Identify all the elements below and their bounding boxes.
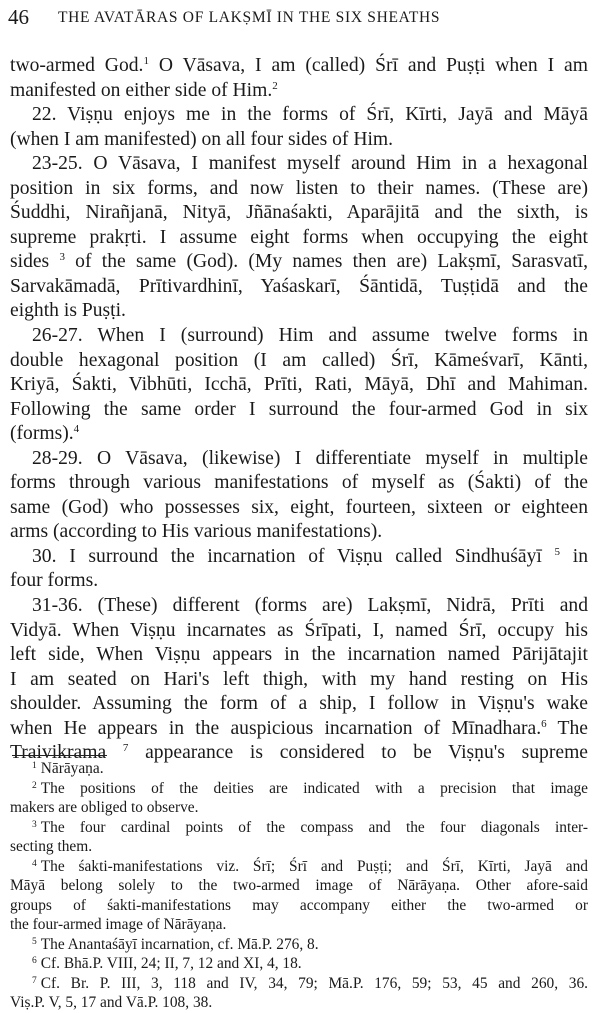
- body-line-text: 23-25. O Vāsava, I manifest myself around Him in a hexagonal: [32, 153, 588, 175]
- body-line: [10, 201, 588, 226]
- footnote-text: The śakti-manifestations viz. Śrī; Śrī and Puṣṭi; and Śrī, Kīrti, Jayā and: [40, 857, 588, 875]
- body-line: [10, 299, 588, 324]
- body-line-text: 28-29. O Vāsava, (likewise) I differentiate myself in multiple: [32, 447, 588, 469]
- footnote-text: Nārāyaṇa.: [40, 760, 104, 777]
- body-line: [10, 496, 588, 521]
- footnote-line: [10, 915, 588, 935]
- footnote-line: [10, 974, 588, 994]
- body-line: [10, 103, 588, 128]
- body-line: [10, 422, 588, 447]
- footnote-number: 2: [32, 780, 37, 791]
- footnote-text: groups of śakti-manifestations may accompany either the two-armed or: [10, 896, 588, 914]
- body-line: [10, 177, 588, 202]
- footnote-text: secting them.: [10, 838, 93, 855]
- footnote-reference: 2: [272, 79, 278, 92]
- body-line: [10, 594, 588, 619]
- footnote-line: [10, 935, 588, 955]
- footnote-line: [10, 759, 588, 779]
- body-line: [10, 545, 588, 570]
- body-line-text: Śuddhi, Nirañjanā, Nityā, Jñānaśakti, Aparājitā and the sixth, is: [10, 202, 588, 224]
- body-line: [10, 643, 588, 668]
- body-line-text: four forms.: [10, 570, 99, 592]
- body-line-text: when He appears in the auspicious incarnation of Mīnadhara.: [10, 717, 542, 739]
- body-line-text: Kriyā, Śakti, Vibhūti, Icchā, Prīti, Rati, Māyā, Dhī and Mahiman.: [10, 374, 588, 396]
- body-line-text: 31-36. (These) different (forms are) Lakṣmī, Nidrā, Prīti and: [32, 595, 588, 617]
- body-line: [10, 668, 588, 693]
- footnote-reference: 6: [541, 717, 547, 730]
- body-line-text: sides: [10, 251, 60, 273]
- footnote-line: [10, 954, 588, 974]
- footnote-line: [10, 857, 588, 877]
- footnote-divider: [12, 755, 107, 756]
- body-line: [10, 324, 588, 349]
- body-line: [10, 692, 588, 717]
- footnote-text: Viṣ.P. V, 5, 17 and Vā.P. 108, 38.: [10, 994, 213, 1011]
- page-number: 46: [8, 5, 29, 29]
- running-head: [8, 2, 588, 32]
- body-line: [10, 349, 588, 374]
- body-line-text: shoulder. Assuming the form of a ship, I follow in Viṣṇu's wake: [10, 693, 588, 715]
- body-text: [10, 54, 588, 766]
- body-line: [10, 717, 588, 742]
- body-line-text-continued: appearance is considered to be Viṣṇu's supreme: [128, 742, 589, 764]
- body-line: [10, 398, 588, 423]
- footnote-number: 4: [32, 858, 37, 869]
- body-line-text: position in six forms, and now listen to their names. (These are): [10, 177, 588, 199]
- body-line-text: 30. I surround the incarnation of Viṣṇu called Sindhuśāyī: [32, 545, 555, 567]
- body-line: [10, 54, 588, 79]
- body-line: [10, 79, 588, 104]
- footnote-text: the four-armed image of Nārāyaṇa.: [10, 916, 227, 933]
- footnote-text: Cf. Bhā.P. VIII, 24; II, 7, 12 and XI, 4, 18.: [40, 955, 302, 972]
- footnotes: [10, 759, 588, 1013]
- body-line: [10, 226, 588, 251]
- body-line: [10, 152, 588, 177]
- body-line-text-continued: The: [546, 717, 588, 739]
- body-line-text-continued: of the same (God). (My names then are) Lakṣmī, Sarasvatī,: [64, 251, 588, 273]
- body-line: [10, 569, 588, 594]
- footnote-number: 7: [32, 975, 37, 986]
- body-line: [10, 447, 588, 472]
- body-line: [10, 128, 588, 153]
- body-line-text: (forms).: [10, 423, 74, 445]
- footnote-number: 3: [32, 819, 37, 830]
- footnote-reference: 4: [73, 423, 80, 436]
- body-line: [10, 275, 588, 300]
- footnote-line: [10, 837, 588, 857]
- body-line-text: 22. Viṣṇu enjoys me in the forms of Śrī, Kīrti, Jayā and Māyā: [32, 104, 588, 126]
- footnote-reference: 3: [59, 251, 65, 264]
- footnote-line: [10, 818, 588, 838]
- body-line: [10, 619, 588, 644]
- body-line: [10, 373, 588, 398]
- body-line-text-continued: in: [560, 545, 588, 567]
- body-line-text: left side, When Viṣṇu appears in the incarnation named Pārijātajit: [10, 644, 588, 666]
- footnote-line: [10, 896, 588, 916]
- footnote-line: [10, 876, 588, 896]
- body-line: [10, 250, 588, 275]
- body-line-text: Vidyā. When Viṣṇu incarnates as Śrīpati, I, named Śrī, occupy his: [10, 619, 588, 641]
- footnote-text: The Anantaśāyī incarnation, cf. Mā.P. 276, 8.: [40, 935, 319, 953]
- body-line-text: arms (according to His various manifestations).: [10, 521, 383, 543]
- body-line-text: 26-27. When I (surround) Him and assume twelve forms in: [32, 325, 588, 347]
- body-line-text: Sarvakāmadā, Prītivardhinī, Yaśaskarī, Śāntidā, Tuṣṭidā and the: [10, 275, 588, 297]
- body-line: [10, 471, 588, 496]
- running-head-title: THE AVATĀRAS OF LAKṢMĪ IN THE SIX SHEATHS: [58, 9, 441, 26]
- body-line-text: forms through various manifestations of myself as (Śakti) of the: [10, 472, 588, 494]
- body-line-text: same (God) who possesses six, eight, fourteen, sixteen or eighteen: [10, 496, 588, 518]
- body-line: [10, 520, 588, 545]
- body-line-text: (when I am manifested) on all four sides of Him.: [10, 128, 394, 150]
- footnote-number: 1: [32, 761, 37, 771]
- footnote-reference: 1: [143, 55, 149, 67]
- body-line-text: manifested on either side of Him.: [10, 79, 273, 101]
- body-line-text: supreme prakṛti. I assume eight forms when occupying the eight: [10, 226, 588, 248]
- footnote-line: [10, 993, 588, 1013]
- footnote-text: Māyā belong solely to the two-armed image of Nārāyaṇa. Other afore-said: [10, 877, 588, 894]
- footnote-number: 6: [32, 956, 37, 966]
- footnote-text: makers are obliged to observe.: [10, 799, 199, 816]
- body-line-text: two-armed God.: [10, 55, 144, 76]
- body-line-text: Following the same order I surround the four-armed God in six: [10, 398, 588, 420]
- footnote-reference: 5: [554, 545, 561, 558]
- footnote-text: The positions of the deities are indicated with a precision that image: [40, 779, 588, 797]
- footnote-line: [10, 779, 588, 799]
- footnote-text: The four cardinal points of the compass and the four diagonals inter-: [40, 818, 588, 836]
- body-line-text: eighth is Puṣṭi.: [10, 300, 126, 322]
- body-line-text-continued: O Vāsava, I am (called) Śrī and Puṣṭi when I am: [148, 55, 588, 76]
- footnote-number: 5: [32, 936, 37, 947]
- body-line-text: double hexagonal position (I am called) Śrī, Kāmeśvarī, Kānti,: [10, 349, 588, 371]
- body-line-text: I am seated on Hari's left thigh, with my hand resting on His: [10, 668, 588, 690]
- footnote-reference: 7: [122, 742, 129, 755]
- footnote-text: Cf. Br. P. III, 3, 118 and IV, 34, 79; Mā.P. 176, 59; 53, 45 and 260, 36.: [40, 974, 588, 992]
- footnote-line: [10, 798, 588, 818]
- body-line-text: Traivikrama: [10, 742, 123, 764]
